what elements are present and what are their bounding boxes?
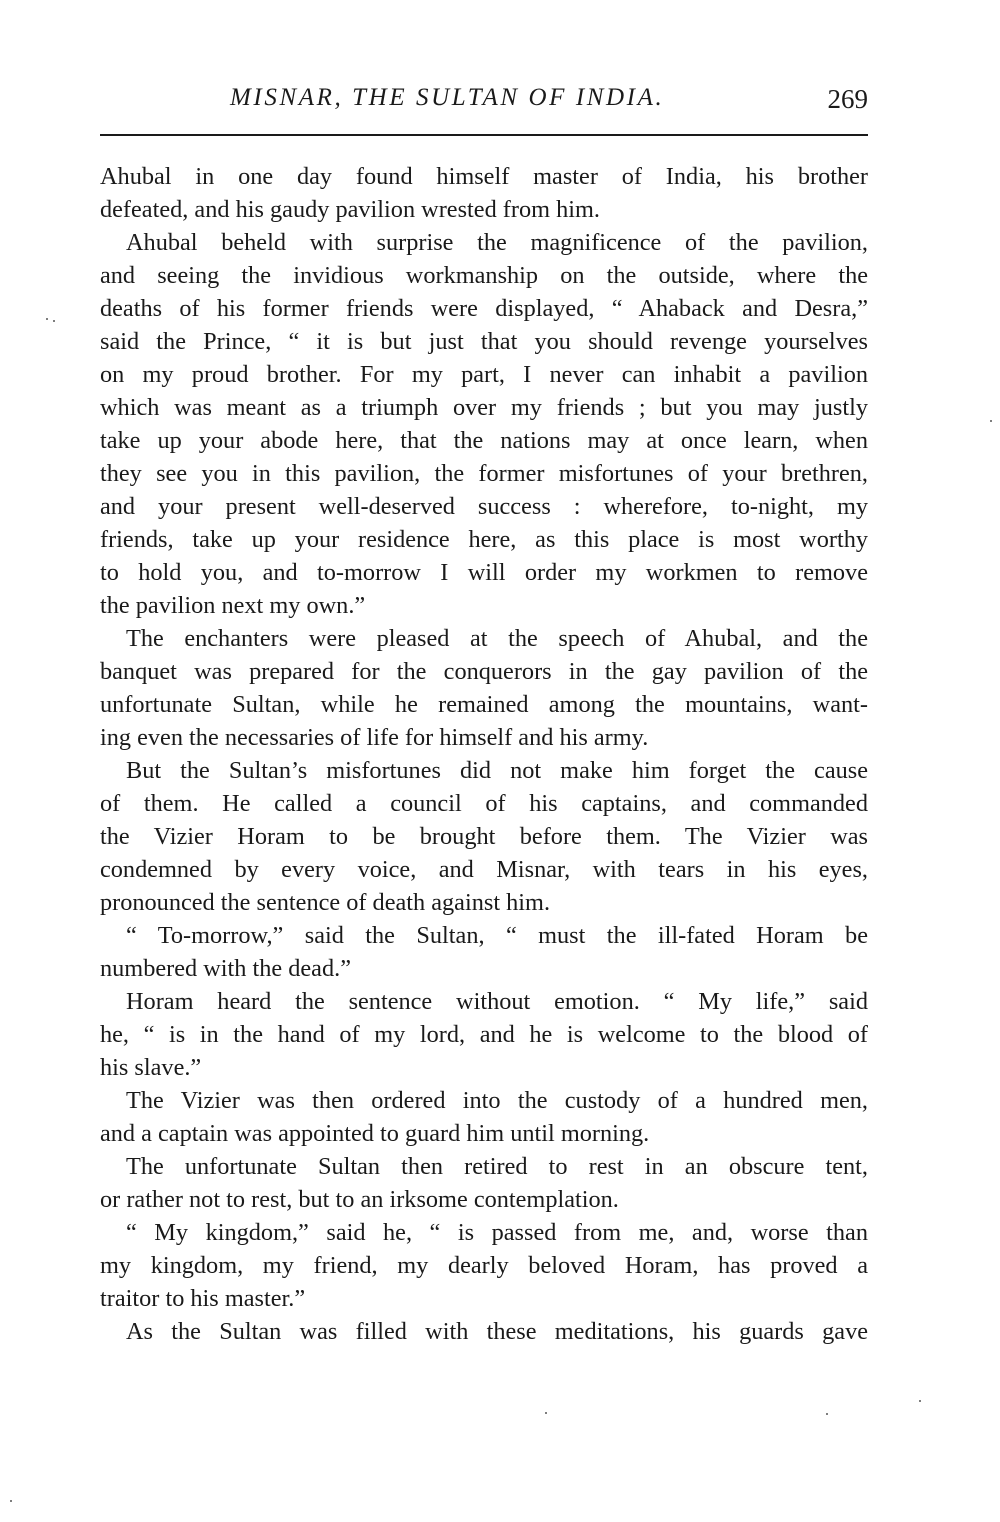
scan-speck <box>919 1400 921 1402</box>
text-line: which was meant as a triumph over my friends ; but you may justly <box>100 394 868 421</box>
text-line: the pavilion next my own.” <box>100 592 366 619</box>
text-line: unfortunate Sultan, while he remained among the mountains, want- <box>100 691 868 718</box>
text-line: and your present well-deserved success : wherefore, to-night, my <box>100 493 868 520</box>
text-line: condemned by every voice, and Misnar, with tears in his eyes, <box>100 856 868 883</box>
text-line: Ahubal in one day found himself master of India, his brother <box>100 163 868 190</box>
scan-speck <box>545 1412 547 1414</box>
text-line: and a captain was appointed to guard him until morning. <box>100 1120 650 1147</box>
text-line: As the Sultan was filled with these meditations, his guards gave <box>126 1318 868 1345</box>
page-number: 269 <box>827 84 868 114</box>
text-line: pronounced the sentence of death against him. <box>100 889 551 916</box>
text-line: Horam heard the sentence without emotion. “ My life,” said <box>126 988 868 1015</box>
text-line: But the Sultan’s misfortunes did not make him forget the cause <box>126 757 868 784</box>
text-line: friends, take up your residence here, as this place is most worthy <box>100 526 868 553</box>
scan-speck <box>53 320 55 322</box>
text-line: his slave.” <box>100 1054 202 1081</box>
text-line: traitor to his master.” <box>100 1285 306 1312</box>
text-line: or rather not to rest, but to an irksome contemplation. <box>100 1186 619 1213</box>
scan-speck <box>10 1500 12 1502</box>
text-line: the Vizier Horam to be brought before them. The Vizier was <box>100 823 868 850</box>
text-line: my kingdom, my friend, my dearly beloved Horam, has proved a <box>100 1252 868 1279</box>
text-line: to hold you, and to-morrow I will order my workmen to remove <box>100 559 868 586</box>
scan-speck <box>826 1413 828 1415</box>
text-line: The Vizier was then ordered into the custody of a hundred men, <box>126 1087 868 1114</box>
text-line: “ To-morrow,” said the Sultan, “ must the ill-fated Horam be <box>126 922 868 949</box>
text-line: said the Prince, “ it is but just that you should revenge yourselves <box>100 328 868 355</box>
scan-speck <box>990 420 992 422</box>
scan-speck <box>46 318 48 320</box>
running-title: MISNAR, THE SULTAN OF INDIA. <box>230 84 665 111</box>
text-line: and seeing the invidious workmanship on the outside, where the <box>100 262 868 289</box>
text-line: The unfortunate Sultan then retired to rest in an obscure tent, <box>126 1153 868 1180</box>
text-line: defeated, and his gaudy pavilion wrested from him. <box>100 196 600 223</box>
text-line: they see you in this pavilion, the former misfortunes of your brethren, <box>100 460 868 487</box>
text-line: he, “ is in the hand of my lord, and he is welcome to the blood of <box>100 1021 868 1048</box>
body-text <box>100 160 868 1348</box>
text-line: take up your abode here, that the nations may at once learn, when <box>100 427 868 454</box>
text-line: on my proud brother. For my part, I never can inhabit a pavilion <box>100 361 868 388</box>
text-line: of them. He called a council of his captains, and commanded <box>100 790 868 817</box>
text-line: ing even the necessaries of life for himself and his army. <box>100 724 649 751</box>
text-line: deaths of his former friends were displayed, “ Ahaback and Desra,” <box>100 295 868 322</box>
text-line: banquet was prepared for the conquerors in the gay pavilion of the <box>100 658 868 685</box>
text-line: “ My kingdom,” said he, “ is passed from me, and, worse than <box>126 1219 868 1246</box>
text-line: The enchanters were pleased at the speech of Ahubal, and the <box>126 625 868 652</box>
header-rule <box>100 134 868 136</box>
text-line: Ahubal beheld with surprise the magnificence of the pavilion, <box>126 229 868 256</box>
running-head <box>100 84 868 124</box>
text-line: numbered with the dead.” <box>100 955 351 982</box>
